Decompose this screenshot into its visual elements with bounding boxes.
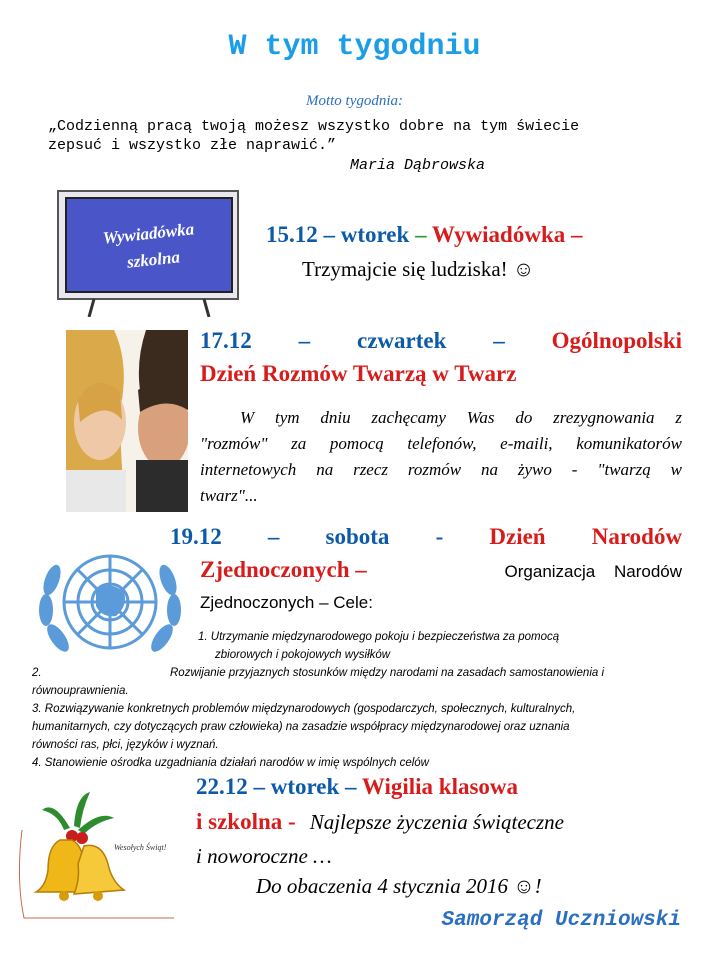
goal-4: 4. Stanowienie ośrodka uzgadniania działań narodów w imię wspólnych celów — [32, 757, 429, 769]
event3-heading-line2 — [200, 557, 682, 583]
event3-dash1: – — [267, 524, 280, 549]
event2-name-part2: Dzień Rozmów Twarzą w Twarz — [200, 361, 517, 386]
board-text-2: szkolna — [126, 247, 181, 272]
goal-1b: zbiorowych i pokojowych wysiłków — [215, 649, 391, 661]
goal-3a: 3. Rozwiązywanie konkretnych problemów międzynarodowych (gospodarczych, społecznych, kulturalnych, — [32, 703, 576, 715]
goal-2a: Rozwijanie przyjaznych stosunków między narodami na zasadach samostanowienia i — [170, 667, 605, 679]
board-text-1: Wywiadówka — [101, 219, 195, 248]
motto-quote — [48, 117, 688, 155]
motto-author: Maria Dąbrowska — [350, 157, 486, 174]
motto-line-1: „Codzienną pracą twoją możesz wszystko dobre na tym świecie — [48, 118, 580, 135]
event2-dash2: – — [493, 328, 505, 353]
faces-photo — [66, 330, 188, 512]
goal-1a: 1. Utrzymanie międzynarodowego pokoju i bezpieczeństwa za pomocą — [198, 631, 560, 643]
event4-wish-line2: i noworoczne … — [196, 844, 332, 868]
christmas-bells-image — [14, 790, 174, 920]
event4-farewell: Do obaczenia 4 stycznia 2016 ☺! — [256, 874, 542, 898]
whiteboard-image — [54, 189, 244, 317]
event1-dash: – — [415, 222, 427, 247]
page-title: W tym tygodniu — [228, 30, 481, 64]
event3-goals-heading: Zjednoczonych – Cele: — [200, 593, 373, 612]
event1-name: Wywiadówka – — [431, 222, 583, 247]
event2-name-part1: Ogólnopolski — [551, 328, 683, 353]
event2-desc-line4: twarz"... — [200, 486, 258, 505]
event3-date: 19.12 — [170, 524, 222, 549]
event2-desc-line3: internetowych na rzecz rozmów na żywo - "twarzą w — [200, 460, 682, 479]
event4-name-part1: Wigilia klasowa — [361, 774, 519, 799]
event2-day: czwartek — [357, 328, 447, 353]
event3-name-part2: Narodów — [591, 524, 683, 549]
goal-2b: równouprawnienia. — [32, 685, 129, 697]
event4-date: 22.12 – wtorek – — [196, 774, 357, 799]
event2-desc-line2: "rozmów" za pomocą telefonów, e-maili, komunikatorów — [200, 434, 682, 453]
event3-heading-line1 — [170, 524, 682, 550]
event1-heading — [266, 222, 583, 248]
signature: Samorząd Uczniowski — [441, 909, 681, 932]
event3-name-part1: Dzień — [489, 524, 546, 549]
bells-greeting: Wesołych Świąt! — [114, 843, 167, 852]
goal-3b: humanitarnych, czy dotyczących praw człowieka) na zasadzie współpracy międzynarodowej oraz uznania — [32, 721, 570, 733]
event2-dash1: – — [298, 328, 311, 353]
event4-line2 — [196, 809, 564, 835]
event3-day: sobota — [325, 524, 390, 549]
event2-description-rest — [200, 431, 682, 509]
un-emblem — [30, 540, 190, 670]
event1-text: Trzymajcie się ludziska! ☺ — [302, 257, 535, 281]
goal-2-number: 2. — [32, 667, 42, 679]
event2-description — [240, 405, 682, 431]
motto-label: Motto tygodnia: — [305, 93, 404, 109]
goal-3c: równości ras, płci, języków i wyznań. — [32, 739, 219, 751]
event3-name-part3: Zjednoczonych – — [200, 557, 367, 582]
event2-date: 17.12 — [200, 328, 252, 353]
motto-line-2: zepsuć i wszystko złe naprawić.” — [48, 137, 337, 154]
event1-date: 15.12 – wtorek — [266, 222, 410, 247]
event4-name-part2: i szkolna - — [196, 809, 296, 834]
event4-heading — [196, 774, 518, 800]
event4-wish-line1: Najlepsze życzenia świąteczne — [309, 810, 564, 834]
event2-desc-line1: W tym dniu zachęcamy Was do zrezygnowania z — [240, 408, 682, 427]
event3-org: Organizacja Narodów — [504, 562, 682, 581]
event3-dash2: - — [435, 524, 444, 549]
event2-heading-line1 — [200, 328, 682, 354]
